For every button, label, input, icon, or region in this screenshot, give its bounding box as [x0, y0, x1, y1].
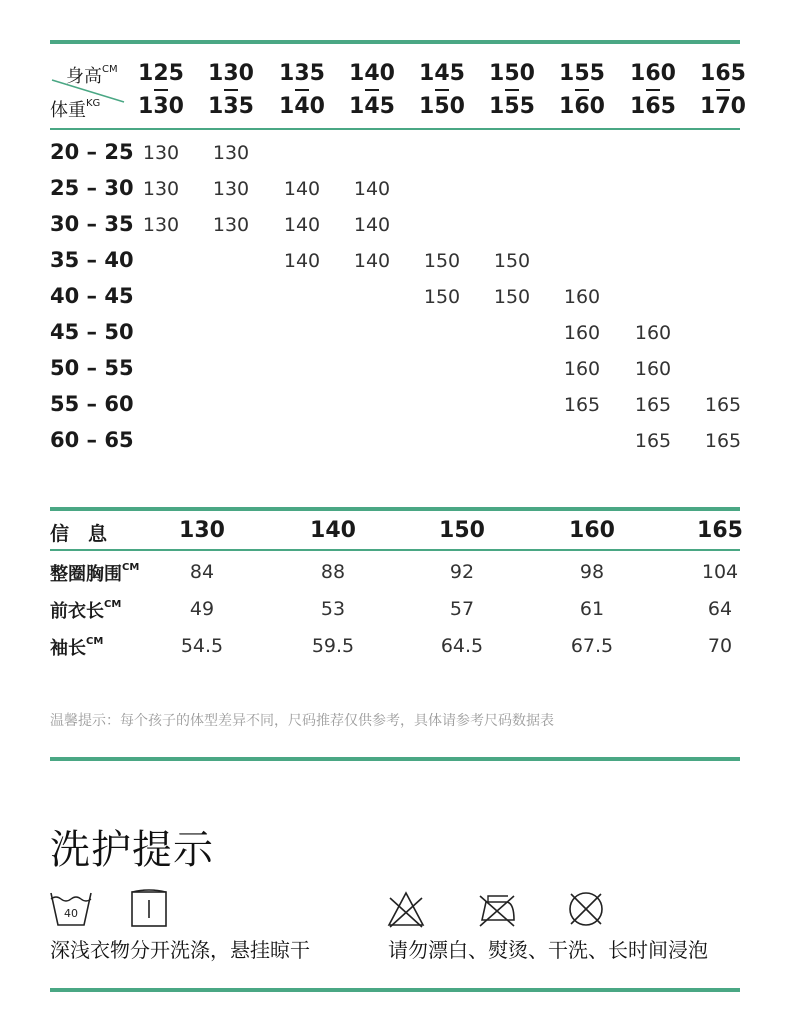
column-height-to: 170	[700, 94, 746, 119]
column-height-from: 125	[138, 61, 184, 86]
weight-range-label: 45 – 50	[50, 320, 134, 344]
measurement-name: 袖长	[50, 638, 86, 659]
size-column-header	[628, 62, 678, 119]
care-title: 洗护提示	[50, 827, 214, 873]
size-cell: 160	[634, 322, 672, 344]
measurement-value: 64.5	[440, 635, 484, 657]
measurement-value: 67.5	[570, 635, 614, 657]
measurement-value: 70	[707, 635, 733, 657]
size-cell: 165	[704, 394, 742, 416]
column-height-from: 130	[208, 61, 254, 86]
size-column-header	[136, 62, 186, 119]
measurement-value: 54.5	[180, 635, 224, 657]
size-cell: 160	[563, 286, 601, 308]
range-dash	[646, 89, 660, 91]
column-height-to: 160	[559, 94, 605, 119]
measurement-value: 98	[579, 561, 605, 583]
top-rule	[50, 40, 740, 44]
measurement-unit: CM	[104, 599, 122, 610]
column-height-from: 160	[630, 61, 676, 86]
no-dry-clean-icon	[566, 889, 606, 929]
measurement-value: 88	[320, 561, 346, 583]
size-cell: 130	[142, 178, 180, 200]
size-cell: 130	[142, 214, 180, 236]
care-right-text: 请勿漂白、熨烫、干洗、长时间浸泡	[388, 938, 708, 962]
measurement-value: 64	[707, 598, 733, 620]
range-dash	[505, 89, 519, 91]
column-height-from: 155	[559, 61, 605, 86]
size-cell: 150	[493, 286, 531, 308]
column-height-to: 165	[630, 94, 676, 119]
column-height-to: 140	[279, 94, 325, 119]
size-column-header	[417, 62, 467, 119]
range-dash	[295, 89, 309, 91]
range-dash	[224, 89, 238, 91]
range-dash	[575, 89, 589, 91]
range-dash	[716, 89, 730, 91]
size-column-header	[277, 62, 327, 119]
measurement-value: 104	[701, 561, 739, 583]
info-size-header: 130	[179, 518, 225, 543]
weight-range-label: 20 – 25	[50, 140, 134, 164]
measurement-value: 53	[320, 598, 346, 620]
column-height-from: 135	[279, 61, 325, 86]
size-cell: 150	[493, 250, 531, 272]
size-cell: 165	[634, 394, 672, 416]
size-column-header	[347, 62, 397, 119]
measurement-label	[50, 560, 139, 586]
measurement-unit: CM	[122, 562, 140, 573]
size-cell: 140	[353, 178, 391, 200]
size-cell: 140	[283, 214, 321, 236]
column-height-from: 140	[349, 61, 395, 86]
size-cell: 140	[283, 250, 321, 272]
size-column-header	[557, 62, 607, 119]
size-column-header	[206, 62, 256, 119]
size-cell: 130	[212, 142, 250, 164]
weight-range-label: 30 – 35	[50, 212, 134, 236]
size-cell: 140	[353, 214, 391, 236]
info-top-rule	[50, 507, 740, 511]
weight-header: 体重$^{KG}$	[50, 98, 101, 121]
range-dash	[154, 89, 168, 91]
size-cell: 165	[563, 394, 601, 416]
info-size-header: 165	[697, 518, 743, 543]
column-height-to: 145	[349, 94, 395, 119]
range-dash	[435, 89, 449, 91]
weight-range-label: 25 – 30	[50, 176, 134, 200]
measurement-value: 92	[449, 561, 475, 583]
range-dash	[365, 89, 379, 91]
care-top-rule	[50, 757, 740, 761]
size-cell: 160	[563, 358, 601, 380]
no-iron-icon	[476, 890, 518, 930]
info-header-label: 信 息	[50, 523, 108, 545]
weight-range-label: 55 – 60	[50, 392, 134, 416]
column-height-from: 145	[419, 61, 465, 86]
header-rule	[50, 128, 740, 130]
size-cell: 160	[563, 322, 601, 344]
size-column-header	[698, 62, 748, 119]
size-tip: 温馨提示：每个孩子的体型差异不同，尺码推荐仅供参考，具体请参考尺码数据表	[50, 713, 554, 729]
column-height-to: 130	[138, 94, 184, 119]
wash-40-icon	[48, 890, 94, 930]
measurement-label	[50, 634, 103, 660]
info-size-header: 150	[439, 518, 485, 543]
size-cell: 165	[634, 430, 672, 452]
bottom-rule	[50, 988, 740, 992]
column-height-from: 165	[700, 61, 746, 86]
info-header-rule	[50, 549, 740, 551]
measurement-label	[50, 597, 121, 623]
measurement-value: 84	[189, 561, 215, 583]
care-left-text: 深浅衣物分开洗涤，悬挂晾干	[50, 938, 310, 962]
size-cell: 140	[353, 250, 391, 272]
measurement-value: 61	[579, 598, 605, 620]
column-height-to: 155	[489, 94, 535, 119]
weight-range-label: 35 – 40	[50, 248, 134, 272]
column-height-from: 150	[489, 61, 535, 86]
weight-range-label: 40 – 45	[50, 284, 134, 308]
size-cell: 130	[142, 142, 180, 164]
weight-range-label: 60 – 65	[50, 428, 134, 452]
measurement-name: 前衣长	[50, 601, 104, 622]
size-cell: 130	[212, 178, 250, 200]
measurement-unit: CM	[86, 636, 104, 647]
measurement-value: 49	[189, 598, 215, 620]
weight-range-label: 50 – 55	[50, 356, 134, 380]
height-header: 身高$^{CM}$	[66, 64, 118, 87]
measurement-name: 整圈胸围	[50, 564, 122, 585]
size-cell: 130	[212, 214, 250, 236]
column-height-to: 150	[419, 94, 465, 119]
wash-temp: 40	[64, 907, 78, 920]
info-size-header: 160	[569, 518, 615, 543]
measurement-value: 59.5	[311, 635, 355, 657]
size-cell: 165	[704, 430, 742, 452]
size-cell: 150	[423, 250, 461, 272]
size-cell: 160	[634, 358, 672, 380]
no-bleach-icon	[386, 890, 426, 930]
hang-dry-icon	[130, 888, 168, 930]
info-size-header: 140	[310, 518, 356, 543]
size-column-header	[487, 62, 537, 119]
column-height-to: 135	[208, 94, 254, 119]
size-cell: 140	[283, 178, 321, 200]
size-cell: 150	[423, 286, 461, 308]
measurement-value: 57	[449, 598, 475, 620]
